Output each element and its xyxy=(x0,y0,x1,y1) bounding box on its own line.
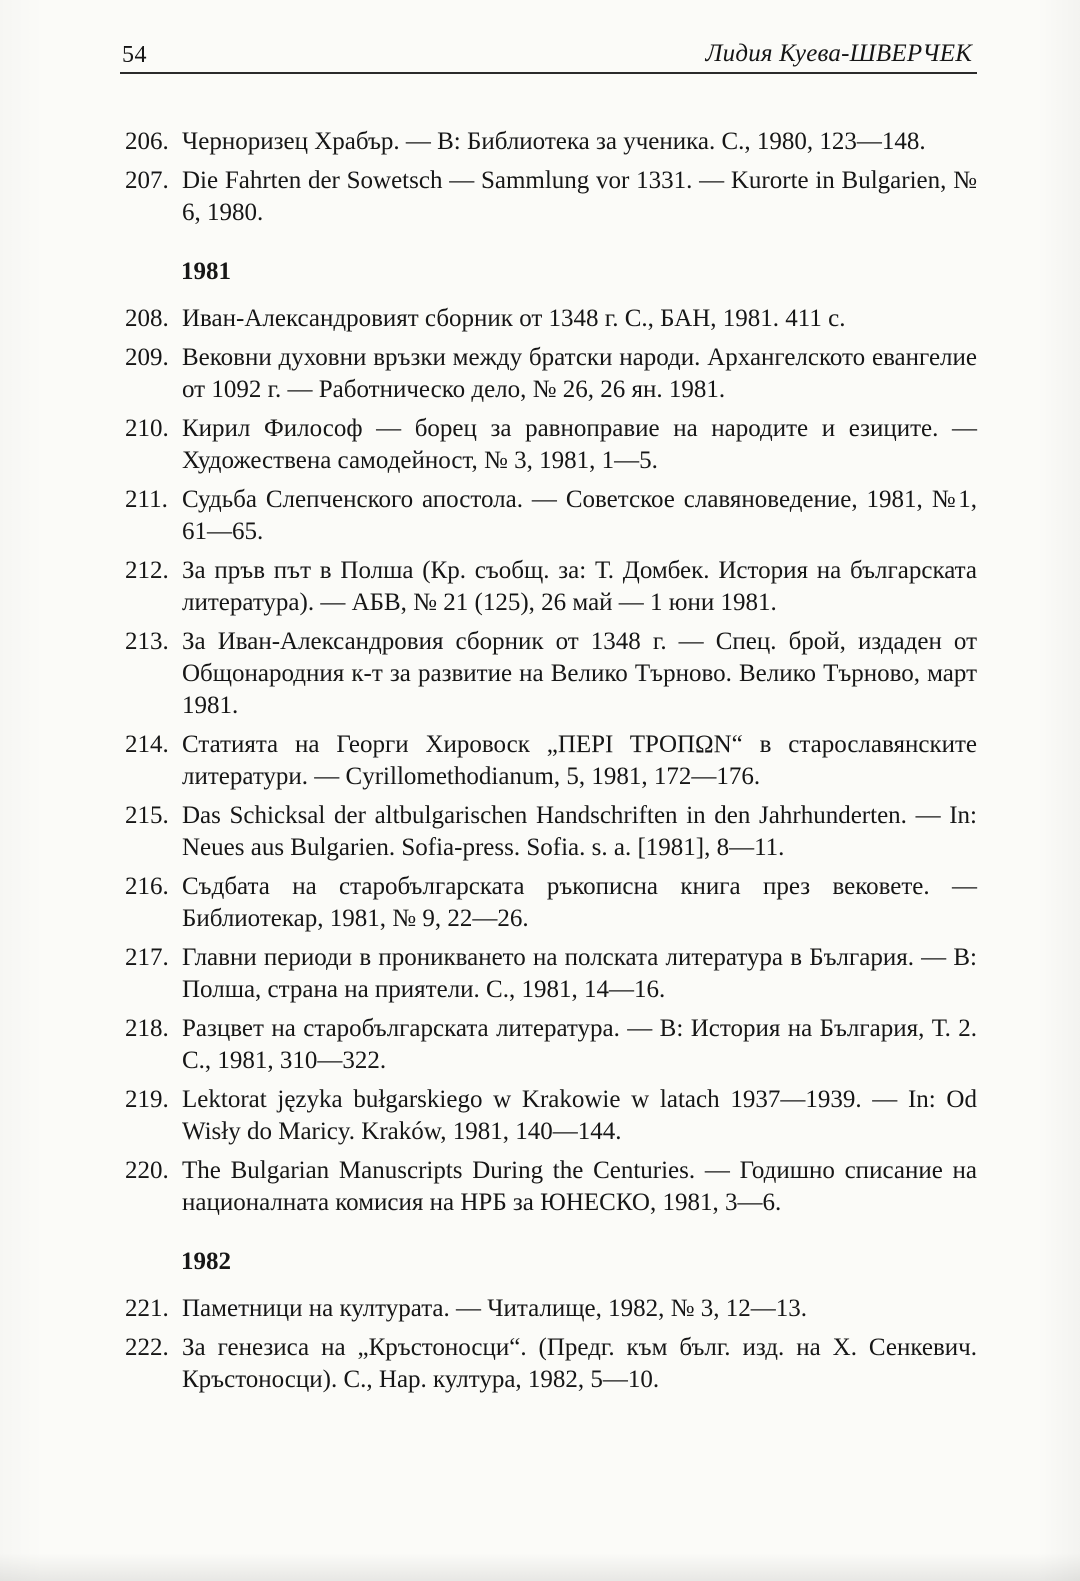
entry-text: Главни периоди в проникването на полската литература в България. — В: Полша, страна на приятели. С., 1981, 14—16. xyxy=(182,944,977,1003)
bibliography-entry xyxy=(125,165,977,229)
entry-text: Паметници на културата. — Читалище, 1982, № 3, 12—13. xyxy=(182,1295,807,1322)
bibliography-entry xyxy=(125,413,977,477)
entry-number: 216. xyxy=(125,873,169,900)
bibliography-entry xyxy=(125,626,977,722)
bibliography-entry xyxy=(125,942,977,1006)
entry-number: 215. xyxy=(125,802,169,829)
page-number: 54 xyxy=(122,42,147,68)
entry-text: Статията на Георги Хировоск „ΠΕΡΙ ΤΡΟΠΩΝ“ в старославянските литератури. — Cyrillomethodianum, 5, 1981, 172—176. xyxy=(182,731,977,790)
bibliography-entry xyxy=(125,1332,977,1396)
section-spacing xyxy=(125,1226,977,1248)
bibliography-entry xyxy=(125,1084,977,1148)
entry-number: 214. xyxy=(125,731,169,758)
bibliography-entry xyxy=(125,126,977,158)
entry-text: Судьба Слепченского апостола. — Советское славяноведение, 1981, №1, 61—65. xyxy=(182,486,977,545)
bibliography-entry xyxy=(125,555,977,619)
bibliography-entry xyxy=(125,871,977,935)
bibliography-entry xyxy=(125,303,977,335)
year-heading-1982: 1982 xyxy=(181,1248,231,1275)
entry-text: Черноризец Храбър. — В: Библиотека за ученика. С., 1980, 123—148. xyxy=(182,128,926,155)
running-title: Лидия Куева-ШВЕРЧЕК xyxy=(705,40,972,67)
bibliography-entry xyxy=(125,1155,977,1219)
bibliography-entry xyxy=(125,342,977,406)
entry-text: Das Schicksal der altbulgarischen Handschriften in den Jahrhunderten. — In: Neues aus Bulgarien. Sofia-press. Sofia. s. a. [1981], 8—11. xyxy=(182,802,977,861)
entry-number: 211. xyxy=(125,486,168,513)
bibliography-entry xyxy=(125,800,977,864)
entry-text: Разцвет на старобългарската литература. — В: История на България, Т. 2. С., 1981, 310—322. xyxy=(182,1015,977,1074)
entry-number: 209. xyxy=(125,344,169,371)
entry-number: 218. xyxy=(125,1015,169,1042)
entry-text: За генезиса на „Кръстоносци“. (Предг. към бълг. изд. на Х. Сенкевич. Кръстоносци). С., Нар. култура, 1982, 5—10. xyxy=(182,1334,977,1393)
entry-text: Съдбата на старобългарската ръкописна книга през вековете. — Библиотекар, 1981, № 9, 22—26. xyxy=(182,873,977,932)
page-header xyxy=(122,40,972,72)
entry-number: 213. xyxy=(125,628,169,655)
entry-number: 210. xyxy=(125,415,169,442)
bibliography-content xyxy=(125,126,977,1403)
entry-text: Die Fahrten der Sowetsch — Sammlung vor 1331. — Kurorte in Bulgarien, № 6, 1980. xyxy=(182,167,977,226)
section-spacing xyxy=(125,236,977,258)
entry-text: За пръв път в Полша (Кр. съобщ. за: Т. Домбек. История на българската литература). — АБВ, № 21 (125), 26 май — 1 юни 1981. xyxy=(182,557,977,616)
entry-number: 219. xyxy=(125,1086,169,1113)
entry-number: 221. xyxy=(125,1295,169,1322)
entry-number: 207. xyxy=(125,167,169,194)
entry-number: 220. xyxy=(125,1157,169,1184)
bibliography-entry xyxy=(125,729,977,793)
entry-text: За Иван-Александровия сборник от 1348 г. — Спец. брой, издаден от Общонародния к-т за развитие на Велико Търново. Велико Търново, март 1981. xyxy=(182,628,977,719)
bibliography-entry xyxy=(125,1013,977,1077)
year-heading-1981: 1981 xyxy=(181,258,231,285)
bibliography-section-1980 xyxy=(125,126,977,229)
bibliography-entry xyxy=(125,1293,977,1325)
page-bottom-shadow xyxy=(0,1553,1080,1581)
entry-number: 222. xyxy=(125,1334,169,1361)
entry-text: Вековни духовни връзки между братски народи. Архангелското евангелие от 1092 г. — Работническо дело, № 26, 26 ян. 1981. xyxy=(182,344,977,403)
bibliography-entry xyxy=(125,484,977,548)
entry-number: 212. xyxy=(125,557,169,584)
entry-text: Lektorat języka bułgarskiego w Krakowie w latach 1937—1939. — In: Od Wisły do Maricy. Kraków, 1981, 140—144. xyxy=(182,1086,977,1145)
bibliography-section-1982 xyxy=(125,1248,977,1396)
entry-number: 206. xyxy=(125,128,169,155)
entry-number: 217. xyxy=(125,944,169,971)
entry-number: 208. xyxy=(125,305,169,332)
header-rule xyxy=(120,72,977,74)
entry-text: Иван-Александровият сборник от 1348 г. С., БАН, 1981. 411 с. xyxy=(182,305,846,332)
bibliography-section-1981 xyxy=(125,258,977,1219)
entry-text: Кирил Философ — борец за равноправие на народите и езиците. — Художествена самодейност, № 3, 1981, 1—5. xyxy=(182,415,977,474)
entry-text: The Bulgarian Manuscripts During the Centuries. — Годишно списание на националната комисия на НРБ за ЮНЕСКО, 1981, 3—6. xyxy=(182,1157,977,1216)
